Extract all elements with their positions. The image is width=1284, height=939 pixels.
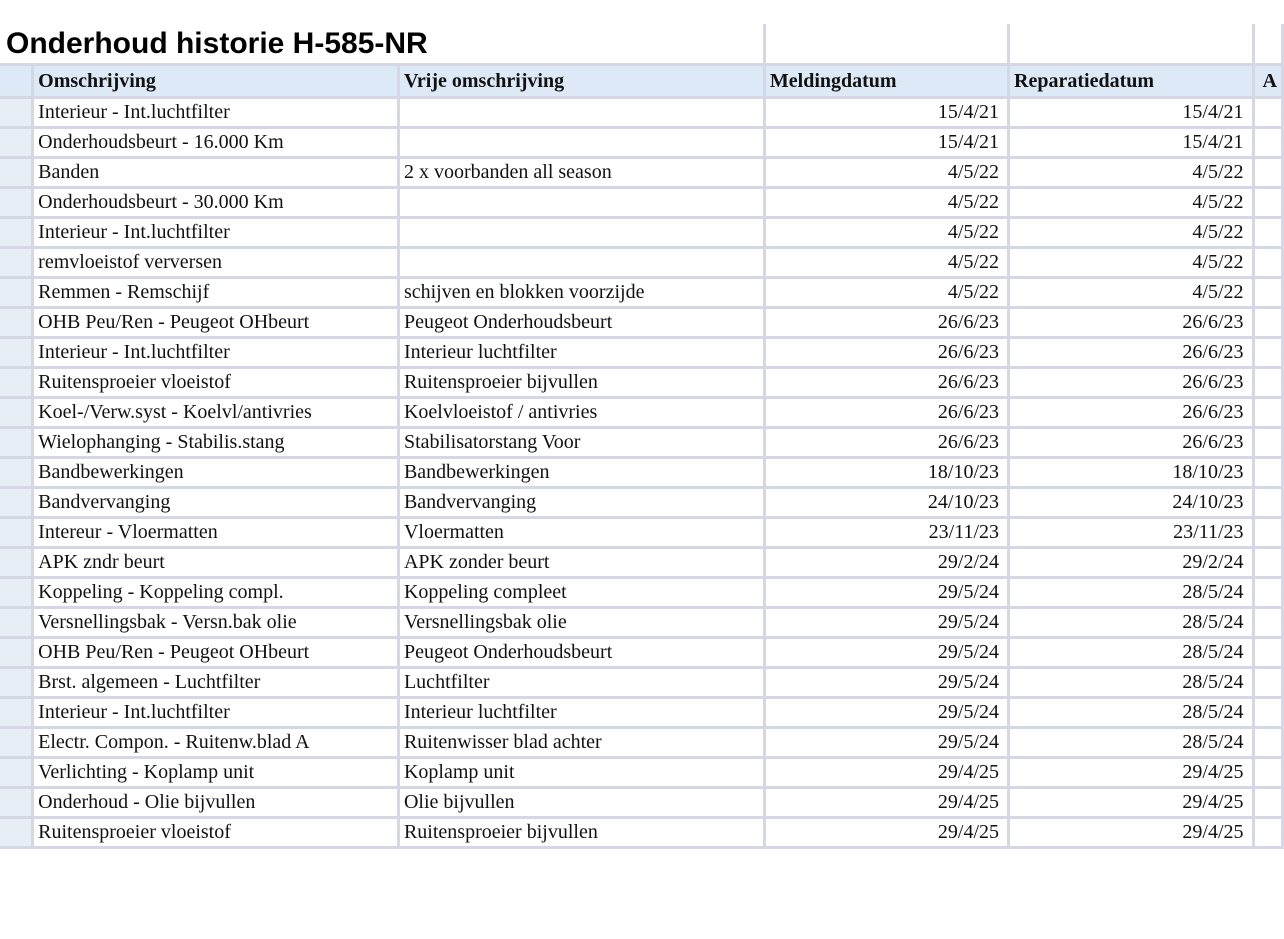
cell-next-column[interactable] xyxy=(1255,369,1284,399)
cell-reparatiedatum[interactable]: 29/4/25 xyxy=(1010,759,1254,789)
table-row xyxy=(0,369,1284,399)
cell-meldingdatum[interactable]: 29/5/24 xyxy=(766,639,1010,669)
cell-meldingdatum[interactable]: 4/5/22 xyxy=(766,219,1010,249)
cell-omschrijving[interactable]: APK zndr beurt xyxy=(34,549,400,579)
cell-meldingdatum[interactable]: 24/10/23 xyxy=(766,489,1010,519)
cell-next-column[interactable] xyxy=(1255,759,1284,789)
cell-omschrijving[interactable]: Onderhoudsbeurt - 30.000 Km xyxy=(34,189,400,219)
cell-omschrijving[interactable]: Koel-/Verw.syst - Koelvl/antivries xyxy=(34,399,400,429)
table-row xyxy=(0,339,1284,369)
cell-meldingdatum[interactable]: 29/5/24 xyxy=(766,579,1010,609)
table-row xyxy=(0,789,1284,819)
cell-omschrijving[interactable]: Interieur - Int.luchtfilter xyxy=(34,99,400,129)
cell-vrije-omschrijving[interactable]: Peugeot Onderhoudsbeurt xyxy=(400,309,766,339)
table-row xyxy=(0,699,1284,729)
cell-next-column[interactable] xyxy=(1255,309,1284,339)
table-row xyxy=(0,189,1284,219)
cell-meldingdatum[interactable]: 26/6/23 xyxy=(766,429,1010,459)
cell-omschrijving[interactable]: Interieur - Int.luchtfilter xyxy=(34,219,400,249)
cell-vrije-omschrijving[interactable]: schijven en blokken voorzijde xyxy=(400,279,766,309)
cell-omschrijving[interactable]: Bandvervanging xyxy=(34,489,400,519)
cell-reparatiedatum[interactable]: 26/6/23 xyxy=(1010,369,1254,399)
cell-omschrijving[interactable]: Bandbewerkingen xyxy=(34,459,400,489)
cell-vrije-omschrijving[interactable]: 2 x voorbanden all season xyxy=(400,159,766,189)
cell-meldingdatum[interactable]: 26/6/23 xyxy=(766,339,1010,369)
table-row xyxy=(0,609,1284,639)
cell-omschrijving[interactable]: Onderhoudsbeurt - 16.000 Km xyxy=(34,129,400,159)
row-header[interactable] xyxy=(0,519,34,549)
cell-vrije-omschrijving[interactable]: Versnellingsbak olie xyxy=(400,609,766,639)
cell-next-column[interactable] xyxy=(1255,339,1284,369)
cell-meldingdatum[interactable]: 18/10/23 xyxy=(766,459,1010,489)
row-header[interactable] xyxy=(0,549,34,579)
row-header[interactable] xyxy=(0,219,34,249)
cell-meldingdatum[interactable]: 29/4/25 xyxy=(766,819,1010,849)
row-header[interactable] xyxy=(0,66,34,99)
cell-next-column[interactable] xyxy=(1255,489,1284,519)
cell-reparatiedatum[interactable]: 26/6/23 xyxy=(1010,309,1254,339)
cell-reparatiedatum[interactable]: 4/5/22 xyxy=(1010,159,1254,189)
header-reparatiedatum[interactable]: Reparatiedatum xyxy=(1010,66,1254,99)
row-header[interactable] xyxy=(0,369,34,399)
cell-next-column[interactable] xyxy=(1255,399,1284,429)
table-row xyxy=(0,669,1284,699)
cell-reparatiedatum[interactable]: 28/5/24 xyxy=(1010,579,1254,609)
cell-reparatiedatum[interactable]: 15/4/21 xyxy=(1010,129,1254,159)
table-row xyxy=(0,219,1284,249)
cell-next-column[interactable] xyxy=(1255,609,1284,639)
row-header[interactable] xyxy=(0,279,34,309)
cell-next-column[interactable] xyxy=(1255,99,1284,129)
row-header[interactable] xyxy=(0,789,34,819)
table-row xyxy=(0,459,1284,489)
cell-vrije-omschrijving[interactable]: Peugeot Onderhoudsbeurt xyxy=(400,639,766,669)
cell-meldingdatum[interactable]: 23/11/23 xyxy=(766,519,1010,549)
cell-vrije-omschrijving[interactable]: Bandbewerkingen xyxy=(400,459,766,489)
cell-omschrijving[interactable]: Interieur - Int.luchtfilter xyxy=(34,339,400,369)
table-row xyxy=(0,309,1284,339)
cell-omschrijving[interactable]: Interieur - Int.luchtfilter xyxy=(34,699,400,729)
table-row xyxy=(0,99,1284,129)
row-header[interactable] xyxy=(0,699,34,729)
cell-reparatiedatum[interactable]: 24/10/23 xyxy=(1010,489,1254,519)
table-row xyxy=(0,279,1284,309)
table-row xyxy=(0,429,1284,459)
row-header[interactable] xyxy=(0,309,34,339)
cell-reparatiedatum[interactable]: 28/5/24 xyxy=(1010,609,1254,639)
row-header[interactable] xyxy=(0,669,34,699)
cell-omschrijving[interactable]: Ruitensproeier vloeistof xyxy=(34,819,400,849)
cell-vrije-omschrijving[interactable] xyxy=(400,129,766,159)
cell-next-column[interactable] xyxy=(1255,549,1284,579)
cell-reparatiedatum[interactable]: 15/4/21 xyxy=(1010,99,1254,129)
title-row xyxy=(0,24,1284,66)
header-next-column[interactable]: A xyxy=(1255,66,1284,99)
row-header[interactable] xyxy=(0,339,34,369)
cell[interactable] xyxy=(1255,24,1284,66)
sheet-title[interactable]: Onderhoud historie H-585-NR xyxy=(0,24,766,66)
header-vrije-omschrijving[interactable]: Vrije omschrijving xyxy=(400,66,766,99)
cell-next-column[interactable] xyxy=(1255,129,1284,159)
cell-reparatiedatum[interactable]: 4/5/22 xyxy=(1010,189,1254,219)
cell-omschrijving[interactable]: Brst. algemeen - Luchtfilter xyxy=(34,669,400,699)
cell-omschrijving[interactable]: Banden xyxy=(34,159,400,189)
header-meldingdatum[interactable]: Meldingdatum xyxy=(766,66,1010,99)
cell-vrije-omschrijving[interactable]: Interieur luchtfilter xyxy=(400,339,766,369)
cell[interactable] xyxy=(766,24,1010,66)
cell-reparatiedatum[interactable]: 26/6/23 xyxy=(1010,429,1254,459)
cell-reparatiedatum[interactable]: 28/5/24 xyxy=(1010,699,1254,729)
cell-vrije-omschrijving[interactable] xyxy=(400,219,766,249)
row-header[interactable] xyxy=(0,189,34,219)
cell-next-column[interactable] xyxy=(1255,429,1284,459)
cell-meldingdatum[interactable]: 4/5/22 xyxy=(766,279,1010,309)
cell-reparatiedatum[interactable]: 23/11/23 xyxy=(1010,519,1254,549)
cell-reparatiedatum[interactable]: 28/5/24 xyxy=(1010,729,1254,759)
cell-reparatiedatum[interactable]: 26/6/23 xyxy=(1010,339,1254,369)
cell-vrije-omschrijving[interactable] xyxy=(400,99,766,129)
table-row xyxy=(0,159,1284,189)
cell-meldingdatum[interactable]: 29/5/24 xyxy=(766,669,1010,699)
cell-next-column[interactable] xyxy=(1255,639,1284,669)
cell-meldingdatum[interactable]: 29/5/24 xyxy=(766,609,1010,639)
table-row xyxy=(0,639,1284,669)
cell-meldingdatum[interactable]: 26/6/23 xyxy=(766,399,1010,429)
row-header[interactable] xyxy=(0,609,34,639)
cell-reparatiedatum[interactable]: 18/10/23 xyxy=(1010,459,1254,489)
table-row xyxy=(0,759,1284,789)
header-row xyxy=(0,66,1284,99)
cell-next-column[interactable] xyxy=(1255,699,1284,729)
cell-reparatiedatum[interactable]: 29/4/25 xyxy=(1010,789,1254,819)
row-header[interactable] xyxy=(0,819,34,849)
cell-vrije-omschrijving[interactable] xyxy=(400,249,766,279)
cell-reparatiedatum[interactable]: 29/2/24 xyxy=(1010,549,1254,579)
row-header[interactable] xyxy=(0,99,34,129)
table-row xyxy=(0,549,1284,579)
cell-meldingdatum[interactable]: 4/5/22 xyxy=(766,189,1010,219)
cell-next-column[interactable] xyxy=(1255,669,1284,699)
cell-reparatiedatum[interactable]: 4/5/22 xyxy=(1010,219,1254,249)
cell-meldingdatum[interactable]: 15/4/21 xyxy=(766,99,1010,129)
row-header[interactable] xyxy=(0,399,34,429)
cell-vrije-omschrijving[interactable]: Vloermatten xyxy=(400,519,766,549)
cell-meldingdatum[interactable]: 4/5/22 xyxy=(766,249,1010,279)
table-row xyxy=(0,129,1284,159)
top-bar xyxy=(0,0,1284,26)
table-row xyxy=(0,519,1284,549)
cell-meldingdatum[interactable]: 29/4/25 xyxy=(766,759,1010,789)
cell-meldingdatum[interactable]: 29/5/24 xyxy=(766,699,1010,729)
table-row xyxy=(0,399,1284,429)
cell-next-column[interactable] xyxy=(1255,189,1284,219)
cell-meldingdatum[interactable]: 15/4/21 xyxy=(766,129,1010,159)
cell-omschrijving[interactable]: Ruitensproeier vloeistof xyxy=(34,369,400,399)
cell-omschrijving[interactable]: Versnellingsbak - Versn.bak olie xyxy=(34,609,400,639)
cell-omschrijving[interactable]: Onderhoud - Olie bijvullen xyxy=(34,789,400,819)
cell-omschrijving[interactable]: OHB Peu/Ren - Peugeot OHbeurt xyxy=(34,309,400,339)
cell-meldingdatum[interactable]: 29/4/25 xyxy=(766,789,1010,819)
cell-omschrijving[interactable]: Intereur - Vloermatten xyxy=(34,519,400,549)
cell-vrije-omschrijving[interactable]: Ruitensproeier bijvullen xyxy=(400,819,766,849)
cell[interactable] xyxy=(1010,24,1254,66)
header-omschrijving[interactable]: Omschrijving xyxy=(34,66,400,99)
cell-vrije-omschrijving[interactable]: Bandvervanging xyxy=(400,489,766,519)
table-row xyxy=(0,489,1284,519)
cell-meldingdatum[interactable]: 29/2/24 xyxy=(766,549,1010,579)
cell-vrije-omschrijving[interactable]: Interieur luchtfilter xyxy=(400,699,766,729)
table-row xyxy=(0,819,1284,849)
cell-meldingdatum[interactable]: 4/5/22 xyxy=(766,159,1010,189)
cell-vrije-omschrijving[interactable] xyxy=(400,189,766,219)
cell-vrije-omschrijving[interactable]: APK zonder beurt xyxy=(400,549,766,579)
row-header[interactable] xyxy=(0,639,34,669)
cell-vrije-omschrijving[interactable]: Ruitenwisser blad achter xyxy=(400,729,766,759)
table-row xyxy=(0,249,1284,279)
cell-vrije-omschrijving[interactable]: Stabilisatorstang Voor xyxy=(400,429,766,459)
cell-next-column[interactable] xyxy=(1255,819,1284,849)
cell-vrije-omschrijving[interactable]: Olie bijvullen xyxy=(400,789,766,819)
cell-omschrijving[interactable]: Koppeling - Koppeling compl. xyxy=(34,579,400,609)
cell-reparatiedatum[interactable]: 4/5/22 xyxy=(1010,249,1254,279)
cell-next-column[interactable] xyxy=(1255,219,1284,249)
cell-omschrijving[interactable]: Wielophanging - Stabilis.stang xyxy=(34,429,400,459)
spreadsheet-grid xyxy=(0,24,1284,849)
row-header[interactable] xyxy=(0,429,34,459)
cell-meldingdatum[interactable]: 26/6/23 xyxy=(766,309,1010,339)
table-row xyxy=(0,579,1284,609)
row-header[interactable] xyxy=(0,249,34,279)
cell-vrije-omschrijving[interactable]: Koelvloeistof / antivries xyxy=(400,399,766,429)
cell-reparatiedatum[interactable]: 28/5/24 xyxy=(1010,669,1254,699)
row-header[interactable] xyxy=(0,759,34,789)
row-header[interactable] xyxy=(0,129,34,159)
cell-omschrijving[interactable]: remvloeistof verversen xyxy=(34,249,400,279)
row-header[interactable] xyxy=(0,459,34,489)
cell-vrije-omschrijving[interactable]: Koppeling compleet xyxy=(400,579,766,609)
cell-next-column[interactable] xyxy=(1255,519,1284,549)
cell-next-column[interactable] xyxy=(1255,579,1284,609)
cell-omschrijving[interactable]: Verlichting - Koplamp unit xyxy=(34,759,400,789)
cell-omschrijving[interactable]: Remmen - Remschijf xyxy=(34,279,400,309)
cell-omschrijving[interactable]: OHB Peu/Ren - Peugeot OHbeurt xyxy=(34,639,400,669)
cell-reparatiedatum[interactable]: 4/5/22 xyxy=(1010,279,1254,309)
cell-meldingdatum[interactable]: 26/6/23 xyxy=(766,369,1010,399)
cell-next-column[interactable] xyxy=(1255,159,1284,189)
cell-reparatiedatum[interactable]: 26/6/23 xyxy=(1010,399,1254,429)
cell-meldingdatum[interactable]: 29/5/24 xyxy=(766,729,1010,759)
cell-next-column[interactable] xyxy=(1255,729,1284,759)
row-header[interactable] xyxy=(0,489,34,519)
row-header[interactable] xyxy=(0,729,34,759)
row-header[interactable] xyxy=(0,579,34,609)
table-row xyxy=(0,729,1284,759)
cell-vrije-omschrijving[interactable]: Ruitensproeier bijvullen xyxy=(400,369,766,399)
cell-next-column[interactable] xyxy=(1255,279,1284,309)
cell-reparatiedatum[interactable]: 28/5/24 xyxy=(1010,639,1254,669)
cell-next-column[interactable] xyxy=(1255,459,1284,489)
cell-omschrijving[interactable]: Electr. Compon. - Ruitenw.blad A xyxy=(34,729,400,759)
cell-next-column[interactable] xyxy=(1255,789,1284,819)
cell-vrije-omschrijving[interactable]: Koplamp unit xyxy=(400,759,766,789)
cell-next-column[interactable] xyxy=(1255,249,1284,279)
row-header[interactable] xyxy=(0,159,34,189)
cell-vrije-omschrijving[interactable]: Luchtfilter xyxy=(400,669,766,699)
cell-reparatiedatum[interactable]: 29/4/25 xyxy=(1010,819,1254,849)
